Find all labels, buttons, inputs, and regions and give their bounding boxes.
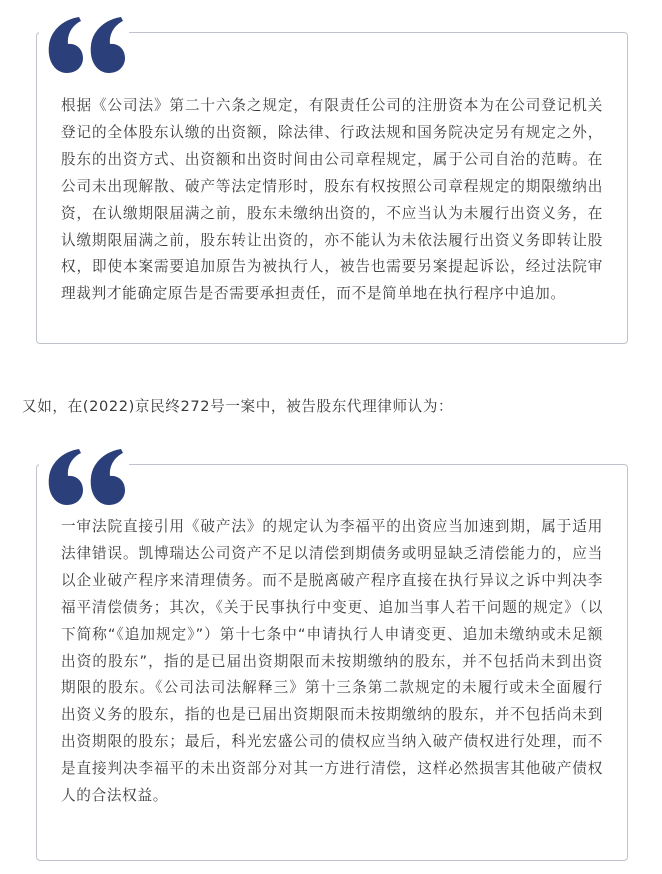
quote-mark-icon xyxy=(39,15,129,79)
quote-mark-icon xyxy=(39,447,129,511)
quote-text-1: 根据《公司法》第二十六条之规定，有限责任公司的注册资本为在公司登记机关登记的全体股东认缴的出资额，除法律、行政法规和国务院决定另有规定之外，股东的出资方式、出资额和出资时间由公司章程规定，属于公司自治的范畴。在公司未出现解散、破产等法定情形时，股东有权按照公司章程规定的期限缴纳出资，在认缴期限届满之前，股东未缴纳出资的，不应当认为未履行出资义务，在认缴期限届满之前，股东转让出资的，亦不能认为未依法履行出资义务即转让股权，即使本案需要追加原告为被执行人，被告也需要另案提起诉讼，经过法院审理裁判才能确定原告是否需要承担责任，而不是简单地在执行程序中追加。 xyxy=(61,97,603,303)
quote-box-2 xyxy=(36,464,628,861)
quote-box-1 xyxy=(36,32,628,344)
intro-line: 又如，在(2022)京民终272号一案中，被告股东代理律师认为： xyxy=(22,398,454,415)
quote-text-2: 一审法院直接引用《破产法》的规定认为李福平的出资应当加速到期，属于适用法律错误。凯博瑞达公司资产不足以清偿到期债务或明显缺乏清偿能力的，应当以企业破产程序来清理债务。而不是脱离破产程序直接在执行异议之诉中判决李福平清偿债务；其次，《关于民事执行中变更、追加当事人若干问题的规定》（以下简称“《追加规定》”）第十七条中“申请执行人申请变更、追加未缴纳或未足额出资的股东”，指的是已届出资期限而未按期缴纳的股东，并不包括尚未到出资期限的股东。《公司法司法解释三》第十三条第二款规定的未履行或未全面履行出资义务的股东，指的也是已届出资期限而未按期缴纳的股东，并不包括尚未到出资期限的股东；最后，科光宏盛公司的债权应当纳入破产债权进行处理，而不是直接判决李福平的未出资部分对其一方进行清偿，这样必然损害其他破产债权人的合法权益。 xyxy=(61,518,603,805)
